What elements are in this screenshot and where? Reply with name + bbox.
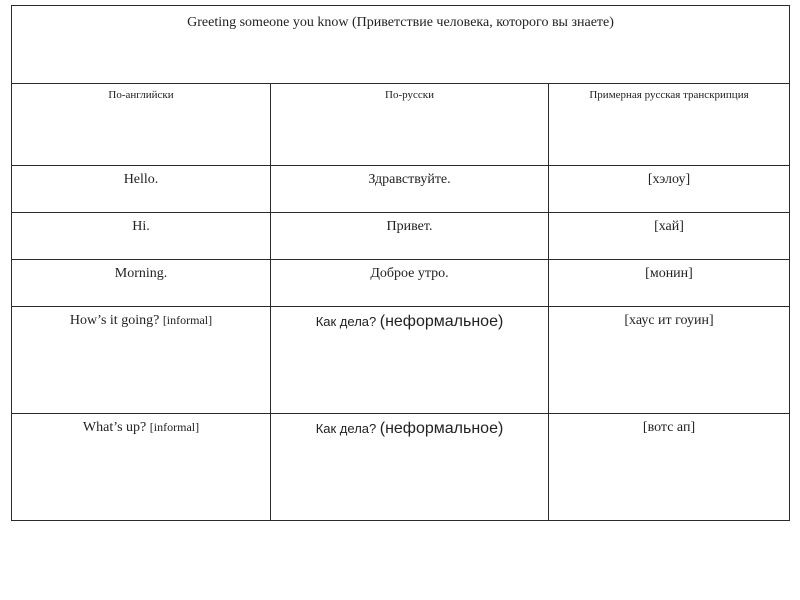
english-phrase: How’s it going?: [69, 313, 160, 328]
transcription-cell: [вотс ап]: [549, 414, 790, 521]
russian-cell: [271, 260, 549, 307]
table-row: [12, 414, 790, 521]
english-phrase: Hi.: [132, 219, 150, 234]
english-cell: [12, 307, 271, 414]
english-cell: [12, 260, 271, 307]
russian-cell: [271, 166, 549, 213]
russian-cell: [271, 307, 549, 414]
table-row: [12, 307, 790, 414]
russian-phrase: Доброе утро.: [370, 266, 449, 281]
english-note: [informal]: [149, 420, 200, 434]
title-row: [12, 6, 790, 84]
english-note: [informal]: [162, 313, 213, 327]
english-phrase: Hello.: [123, 172, 159, 187]
table-title: Greeting someone you know (Приветствие человека, которого вы знаете): [12, 6, 790, 84]
russian-note: (неформальное): [379, 420, 504, 437]
russian-phrase: Здравствуйте.: [368, 172, 451, 187]
russian-note: (неформальное): [379, 313, 504, 330]
english-phrase: What’s up?: [82, 420, 147, 435]
header-row: [12, 84, 790, 166]
header-english: По-английски: [12, 84, 271, 166]
russian-phrase: Привет.: [386, 219, 433, 234]
transcription-cell: [монин]: [549, 260, 790, 307]
english-cell: [12, 213, 271, 260]
transcription-cell: [хай]: [549, 213, 790, 260]
table-row: [12, 260, 790, 307]
english-phrase: Morning.: [114, 266, 168, 281]
transcription-cell: [хэлоу]: [549, 166, 790, 213]
english-cell: [12, 414, 271, 521]
russian-cell: [271, 414, 549, 521]
greetings-table: [11, 5, 790, 521]
table-row: [12, 213, 790, 260]
english-cell: [12, 166, 271, 213]
header-russian: По-русски: [271, 84, 549, 166]
transcription-cell: [хаус ит гоуин]: [549, 307, 790, 414]
russian-phrase: Как дела?: [315, 421, 377, 436]
header-transcription: Примерная русская транскрипция: [549, 84, 790, 166]
table-row: [12, 166, 790, 213]
russian-cell: [271, 213, 549, 260]
russian-phrase: Как дела?: [315, 314, 377, 329]
